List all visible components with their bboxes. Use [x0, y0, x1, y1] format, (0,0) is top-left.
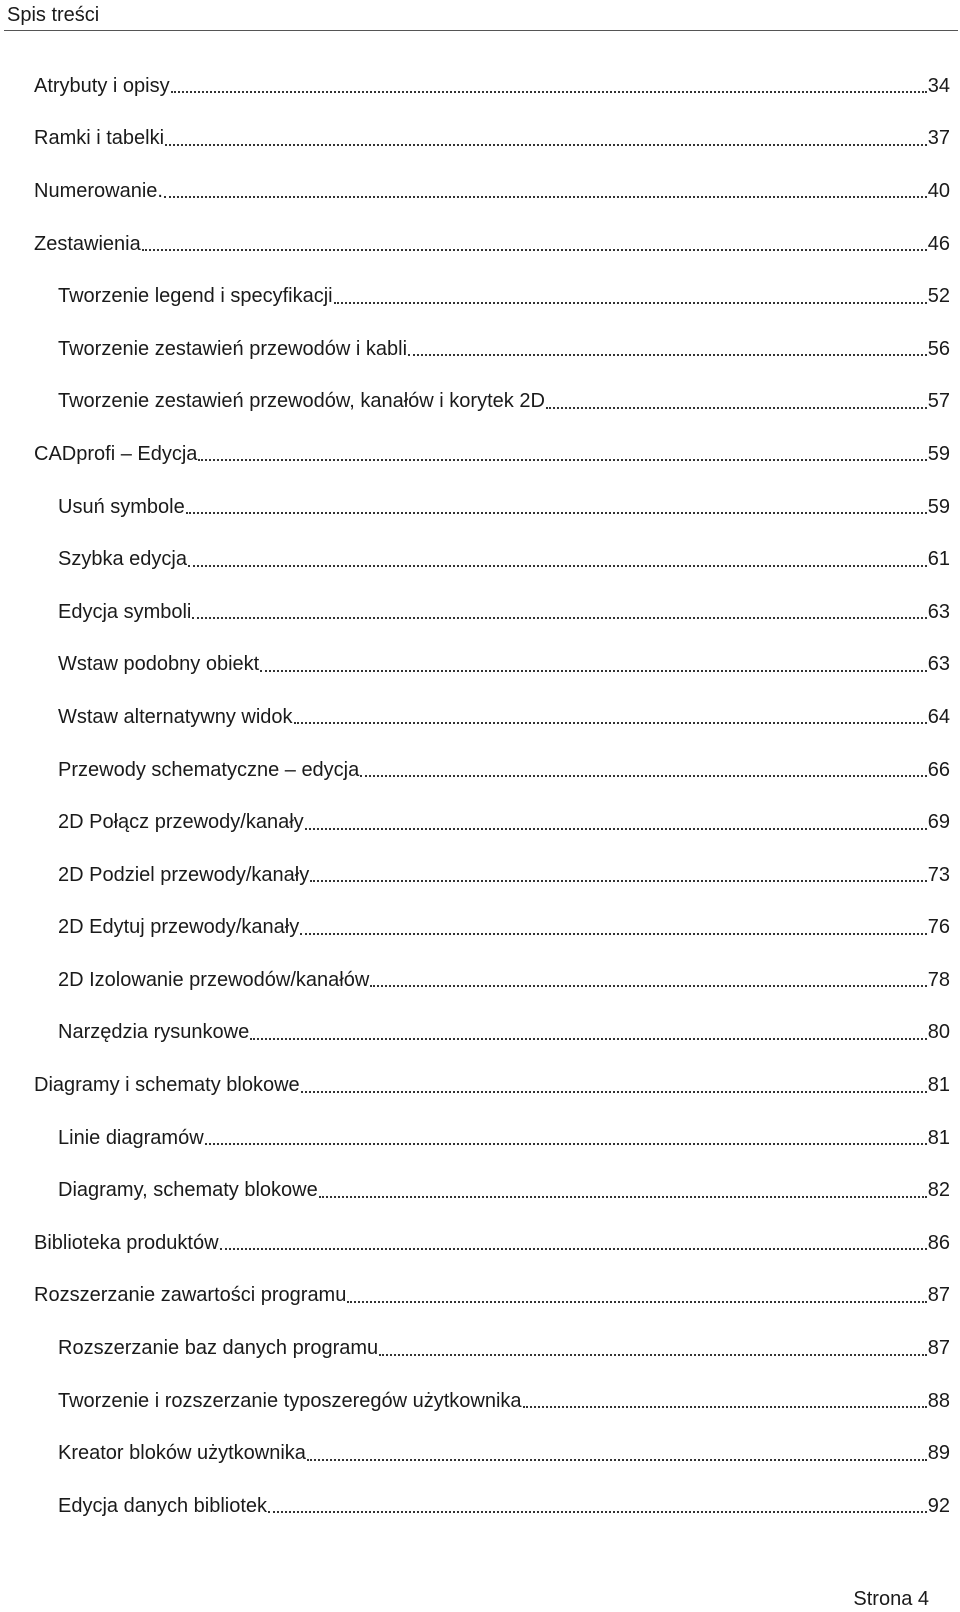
dot-leader — [334, 302, 927, 304]
toc-entry-page-number: 40 — [927, 179, 950, 202]
dot-leader — [370, 985, 926, 987]
toc-entry-title: Tworzenie zestawień przewodów, kanałów i korytek 2D — [58, 390, 545, 413]
toc-entry[interactable] — [0, 1007, 960, 1060]
toc-entry-page-number: 57 — [927, 390, 950, 413]
toc-entry-page-number: 82 — [927, 1179, 950, 1202]
dot-leader — [379, 1354, 927, 1356]
page-title: Spis treści — [7, 4, 100, 26]
toc-entry-title: Diagramy, schematy blokowe — [58, 1179, 318, 1202]
toc-entry[interactable] — [0, 639, 960, 692]
dot-leader — [300, 933, 927, 935]
toc-entry-title: Narzędzia rysunkowe — [58, 1021, 250, 1044]
dot-leader — [250, 1038, 927, 1040]
toc-entry-page-number: 69 — [927, 811, 950, 834]
toc-entry[interactable] — [0, 586, 960, 639]
toc-entry-page-number: 46 — [927, 232, 950, 255]
toc-entry-page-number: 66 — [927, 758, 950, 781]
toc-entry-title: Zestawienia — [34, 232, 141, 255]
table-of-contents — [0, 60, 960, 1533]
dot-leader — [307, 1459, 927, 1461]
toc-entry-title: Rozszerzanie zawartości programu — [34, 1284, 347, 1307]
toc-entry[interactable] — [0, 323, 960, 376]
toc-entry-title: Szybka edycja — [58, 548, 187, 571]
toc-entry-title: 2D Edytuj przewody/kanały — [58, 916, 300, 939]
dot-leader — [171, 91, 927, 93]
toc-entry-page-number: 76 — [927, 916, 950, 939]
toc-entry[interactable] — [0, 796, 960, 849]
dot-leader — [301, 1091, 927, 1093]
toc-entry-page-number: 86 — [927, 1231, 950, 1254]
toc-entry-page-number: 88 — [927, 1389, 950, 1412]
toc-entry-page-number: 81 — [927, 1074, 950, 1097]
toc-entry-title: 2D Podziel przewody/kanały — [58, 863, 310, 886]
dot-leader — [164, 196, 927, 198]
toc-entry-page-number: 87 — [927, 1337, 950, 1360]
dot-leader — [220, 1248, 927, 1250]
toc-entry-page-number: 37 — [927, 127, 950, 150]
toc-entry-title: Rozszerzanie baz danych programu — [58, 1337, 379, 1360]
toc-entry-title: Tworzenie i rozszerzanie typoszeregów użytkownika — [58, 1389, 522, 1412]
header-divider — [4, 30, 958, 31]
toc-entry-title: Biblioteka produktów — [34, 1231, 219, 1254]
dot-leader — [205, 1143, 927, 1145]
dot-leader — [546, 407, 927, 409]
dot-leader — [165, 144, 927, 146]
toc-entry[interactable] — [0, 744, 960, 797]
toc-entry[interactable] — [0, 1112, 960, 1165]
toc-entry[interactable] — [0, 113, 960, 166]
dot-leader — [192, 617, 926, 619]
toc-entry[interactable] — [0, 849, 960, 902]
dot-leader — [305, 828, 927, 830]
dot-leader — [142, 249, 927, 251]
toc-entry-page-number: 64 — [927, 705, 950, 728]
toc-entry[interactable] — [0, 902, 960, 955]
toc-entry-title: Edycja danych bibliotek — [58, 1494, 268, 1517]
toc-entry[interactable] — [0, 1270, 960, 1323]
toc-entry[interactable] — [0, 428, 960, 481]
toc-entry[interactable] — [0, 270, 960, 323]
toc-entry-title: 2D Izolowanie przewodów/kanałów — [58, 968, 370, 991]
toc-entry-page-number: 78 — [927, 968, 950, 991]
dot-leader — [198, 459, 926, 461]
toc-entry[interactable] — [0, 691, 960, 744]
toc-entry[interactable] — [0, 1217, 960, 1270]
toc-entry-title: Linie diagramów — [58, 1126, 204, 1149]
toc-entry[interactable] — [0, 1427, 960, 1480]
toc-entry-page-number: 56 — [927, 337, 950, 360]
toc-entry-page-number: 59 — [927, 495, 950, 518]
toc-entry-title: Numerowanie. — [34, 179, 163, 202]
toc-entry-title: Przewody schematyczne – edycja — [58, 758, 360, 781]
toc-entry-title: Ramki i tabelki — [34, 127, 165, 150]
toc-entry-page-number: 73 — [927, 863, 950, 886]
toc-entry-page-number: 34 — [927, 74, 950, 97]
toc-entry-page-number: 92 — [927, 1494, 950, 1517]
toc-entry[interactable] — [0, 1480, 960, 1533]
toc-entry-title: Edycja symboli — [58, 600, 192, 623]
toc-entry[interactable] — [0, 1164, 960, 1217]
toc-entry-page-number: 81 — [927, 1126, 950, 1149]
toc-entry-title: Tworzenie zestawień przewodów i kabli — [58, 337, 408, 360]
toc-entry[interactable] — [0, 165, 960, 218]
toc-entry-title: Atrybuty i opisy — [34, 74, 170, 97]
dot-leader — [188, 565, 927, 567]
toc-entry-page-number: 89 — [927, 1442, 950, 1465]
page-footer: Strona 4 — [853, 1588, 929, 1610]
toc-entry-page-number: 63 — [927, 600, 950, 623]
dot-leader — [523, 1406, 927, 1408]
dot-leader — [260, 670, 927, 672]
toc-entry-page-number: 63 — [927, 653, 950, 676]
dot-leader — [186, 512, 927, 514]
toc-entry-title: CADprofi – Edycja — [34, 442, 198, 465]
dot-leader — [319, 1196, 927, 1198]
dot-leader — [408, 354, 927, 356]
toc-entry-title: Wstaw alternatywny widok — [58, 705, 293, 728]
toc-entry[interactable] — [0, 218, 960, 271]
toc-entry[interactable] — [0, 533, 960, 586]
toc-entry-page-number: 61 — [927, 548, 950, 571]
toc-entry-title: Tworzenie legend i specyfikacji — [58, 285, 333, 308]
toc-entry-title: Usuń symbole — [58, 495, 185, 518]
toc-entry[interactable] — [0, 1059, 960, 1112]
toc-entry[interactable] — [0, 376, 960, 429]
dot-leader — [268, 1511, 927, 1513]
toc-entry-page-number: 59 — [927, 442, 950, 465]
toc-entry-page-number: 80 — [927, 1021, 950, 1044]
toc-entry-page-number: 52 — [927, 285, 950, 308]
toc-entry[interactable] — [0, 954, 960, 1007]
dot-leader — [360, 775, 927, 777]
toc-entry[interactable] — [0, 1375, 960, 1428]
toc-entry-title: Diagramy i schematy blokowe — [34, 1074, 300, 1097]
dot-leader — [310, 880, 927, 882]
page-header — [0, 0, 960, 30]
toc-entry-title: Kreator bloków użytkownika — [58, 1442, 306, 1465]
toc-entry[interactable] — [0, 60, 960, 113]
toc-entry-title: Wstaw podobny obiekt — [58, 653, 260, 676]
dot-leader — [347, 1301, 926, 1303]
dot-leader — [294, 722, 927, 724]
toc-entry[interactable] — [0, 481, 960, 534]
toc-entry-page-number: 87 — [927, 1284, 950, 1307]
toc-entry[interactable] — [0, 1322, 960, 1375]
toc-entry-title: 2D Połącz przewody/kanały — [58, 811, 304, 834]
